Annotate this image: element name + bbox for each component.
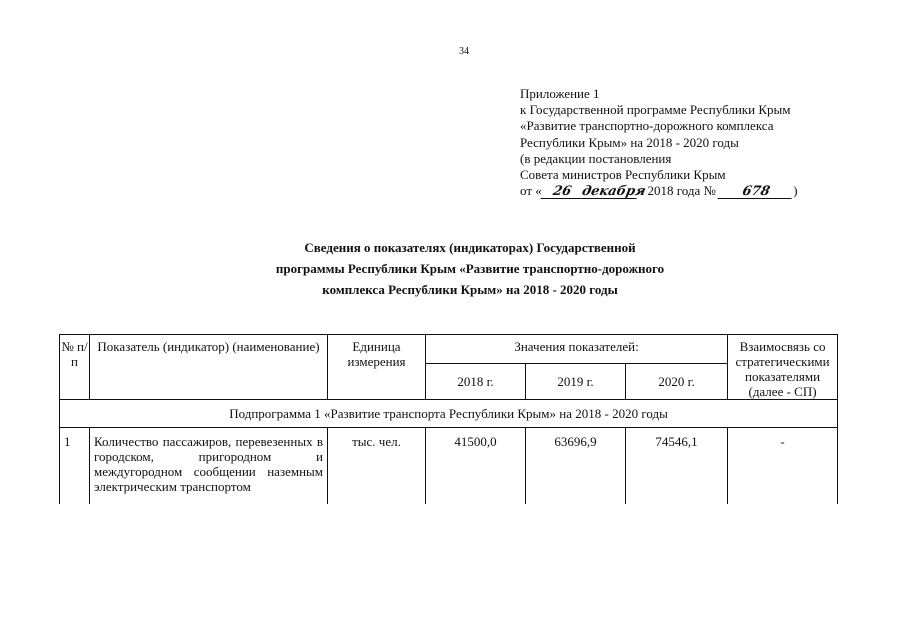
header-values-group: Значения показателей: <box>426 335 728 364</box>
handwritten-number: 678 <box>718 185 795 199</box>
header-year-2020: 2020 г. <box>626 364 728 400</box>
date-mid: » 2018 года № <box>637 183 716 199</box>
page-number: 34 <box>459 46 469 57</box>
cell-value-2019: 63696,9 <box>526 428 626 505</box>
date-prefix: от « <box>520 183 542 199</box>
cell-unit: тыс. чел. <box>328 428 426 505</box>
header-no: № п/п <box>60 335 90 400</box>
title-line: программы Республики Крым «Развитие транспортно-дорожного <box>275 261 665 276</box>
table-row <box>60 428 838 505</box>
title-line: Сведения о показателях (индикаторах) Государственной <box>304 240 636 255</box>
cell-indicator: Количество пассажиров, перевезенных в городском, пригородном и междугородном сообщении наземным электрическим транспортом <box>90 428 328 505</box>
cell-value-2018: 41500,0 <box>426 428 526 505</box>
appendix-block <box>520 86 890 199</box>
appendix-line: «Развитие транспортно-дорожного комплекса <box>520 118 774 134</box>
appendix-line: Приложение 1 <box>520 86 600 101</box>
cell-no: 1 <box>60 428 90 505</box>
cell-value-2020: 74546,1 <box>626 428 728 505</box>
header-indicator: Показатель (индикатор) (наименование) <box>90 335 328 400</box>
header-relation: Взаимосвязь со стратегическими показателями (далее - СП) <box>728 335 838 400</box>
appendix-line: (в редакции постановления <box>520 150 672 166</box>
header-unit: Единица измерения <box>328 335 426 400</box>
subprogram-row: Подпрограмма 1 «Развитие транспорта Республики Крым» на 2018 - 2020 годы <box>60 400 838 428</box>
document-title <box>150 237 790 300</box>
date-suffix: ) <box>793 183 798 199</box>
title-line: комплекса Республики Крым» на 2018 - 2020 годы <box>322 282 618 297</box>
header-year-2019: 2019 г. <box>526 364 626 400</box>
handwritten-month: декабря <box>580 184 647 200</box>
appendix-line: Республики Крым» на 2018 - 2020 годы <box>520 134 739 150</box>
cell-relation: - <box>728 428 838 505</box>
handwritten-day: 26 <box>540 185 583 199</box>
appendix-line: Совета министров Республики Крым <box>520 167 726 183</box>
header-year-2018: 2018 г. <box>426 364 526 400</box>
appendix-line: к Государственной программе Республики Крым <box>520 102 791 118</box>
resolution-date-line <box>520 183 890 199</box>
indicators-table <box>59 334 838 504</box>
